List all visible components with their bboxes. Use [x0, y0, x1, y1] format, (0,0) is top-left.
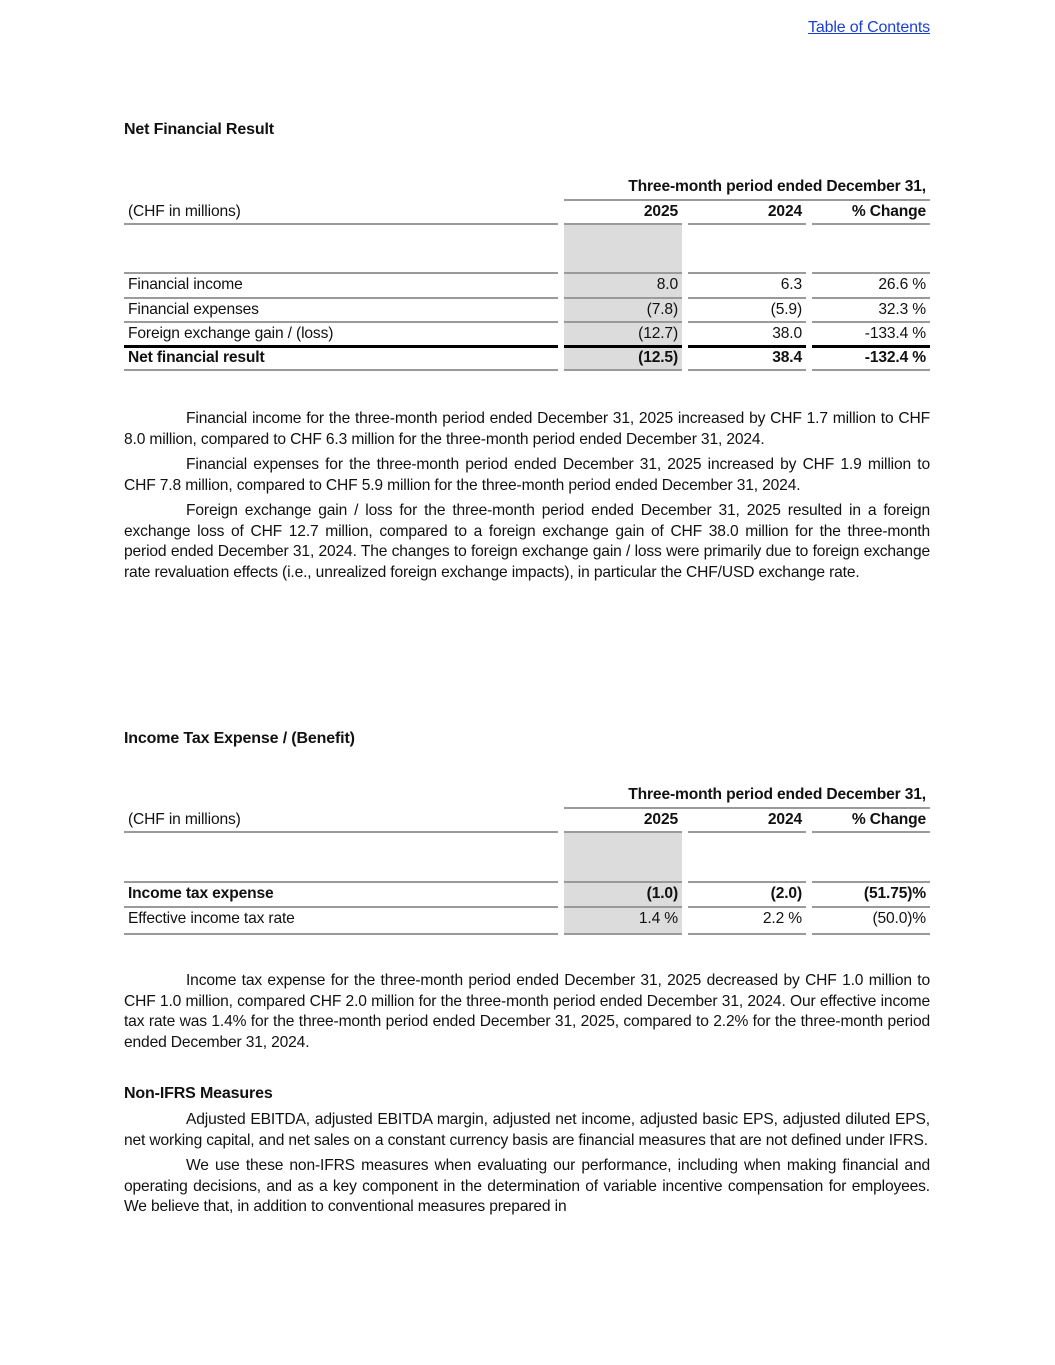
net-financial-result-table: [124, 175, 930, 373]
row-value: (12.5): [638, 349, 678, 366]
income-tax-table: [124, 783, 930, 936]
table-of-contents-link[interactable]: Table of Contents: [808, 19, 930, 36]
divider: [688, 831, 806, 833]
unit-label: (CHF in millions): [128, 811, 241, 828]
row-label: Financial income: [128, 276, 243, 293]
paragraph: Adjusted EBITDA, adjusted EBITDA margin, adjusted net income, adjusted basic EPS, adjusted diluted EPS, net working capital, and net sales on a constant currency basis are financial measures that are not defined under IFRS.: [124, 1111, 930, 1149]
row-label: Net financial result: [128, 349, 265, 366]
row-value: 2.2 %: [762, 910, 802, 927]
row-label: Foreign exchange gain / (loss): [128, 325, 334, 342]
row-value: 32.3 %: [878, 301, 926, 318]
paragraph: Financial income for the three-month period ended December 31, 2025 increased by CHF 1.7 million to CHF 8.0 million, compared to CHF 6.3 million for the three-month period ended December 31, 2024.: [124, 410, 930, 448]
paragraph: Foreign exchange gain / loss for the three-month period ended December 31, 2025 resulted in a foreign exchange loss of CHF 12.7 million, compared to a foreign exchange gain of CHF 38.0 million for the three-month period ended December 31, 2024. The changes to foreign exchange gain / loss were primarily due to foreign exchange rate revaluation effects (i.e., unrealized foreign exchange impacts), in particular the CHF/USD exchange rate.: [124, 501, 930, 581]
paragraph: We use these non-IFRS measures when evaluating our performance, including when making financial and operating decisions, and as a key component in the determination of variable incentive compensation for employees. We believe that, in addition to conventional measures prepared in: [124, 1156, 930, 1216]
row-value: (1.0): [646, 885, 678, 902]
row-value: (51.75)%: [863, 885, 926, 902]
divider: [124, 369, 558, 371]
income-tax-heading: Income Tax Expense / (Benefit): [124, 730, 355, 747]
divider: [564, 223, 682, 225]
row-value: 8.0: [656, 276, 678, 293]
divider: [124, 223, 558, 225]
row-value: 26.6 %: [878, 276, 926, 293]
column-header: 2025: [643, 203, 678, 220]
paragraph: Financial expenses for the three-month period ended December 31, 2025 increased by CHF 1.9 million to CHF 7.8 million, compared to CHF 5.9 million for the three-month period ended December 31, 2024.: [124, 455, 930, 494]
row-value: -132.4 %: [864, 349, 926, 366]
net-financial-result-text: [124, 409, 930, 588]
row-value: 6.3: [780, 276, 802, 293]
period-header: Three-month period ended December 31,: [628, 178, 926, 195]
column-header: % Change: [851, 811, 926, 828]
net-financial-result-heading: Net Financial Result: [124, 121, 274, 138]
row-value: (12.7): [638, 325, 678, 342]
divider: [812, 933, 930, 935]
divider: [688, 223, 806, 225]
divider: [812, 831, 930, 833]
column-header: 2024: [767, 203, 802, 220]
divider: [688, 369, 806, 371]
divider: [564, 369, 682, 371]
column-header: 2025: [643, 811, 678, 828]
non-ifrs-text: [124, 1110, 930, 1223]
row-label: Effective income tax rate: [128, 910, 295, 927]
row-value: (2.0): [770, 885, 802, 902]
unit-label: (CHF in millions): [128, 203, 241, 220]
row-value: (7.8): [646, 301, 678, 318]
row-value: -133.4 %: [864, 325, 926, 342]
row-value: (5.9): [770, 301, 802, 318]
row-value: (50.0)%: [872, 910, 926, 927]
income-tax-text: [124, 971, 930, 1058]
divider: [688, 933, 806, 935]
row-value: 1.4 %: [638, 910, 678, 927]
row-label: Income tax expense: [128, 885, 274, 902]
non-ifrs-heading: Non-IFRS Measures: [124, 1085, 273, 1102]
row-value: 38.0: [772, 325, 802, 342]
paragraph: Income tax expense for the three-month period ended December 31, 2025 decreased by CHF 1.0 million to CHF 1.0 million, compared CHF 2.0 million for the three-month period ended December 31, 2024. Our effective income tax rate was 1.4% for the three-month period ended December 31, 2025, compared to 2.2% for the three-month period ended December 31, 2024.: [124, 972, 930, 1052]
divider: [812, 369, 930, 371]
row-label: Financial expenses: [128, 301, 259, 318]
divider: [124, 933, 558, 935]
divider: [564, 933, 682, 935]
row-value: 38.4: [772, 349, 802, 366]
column-header: % Change: [851, 203, 926, 220]
divider: [124, 831, 558, 833]
period-header: Three-month period ended December 31,: [628, 786, 926, 803]
divider: [564, 831, 682, 833]
column-header: 2024: [767, 811, 802, 828]
divider: [812, 223, 930, 225]
